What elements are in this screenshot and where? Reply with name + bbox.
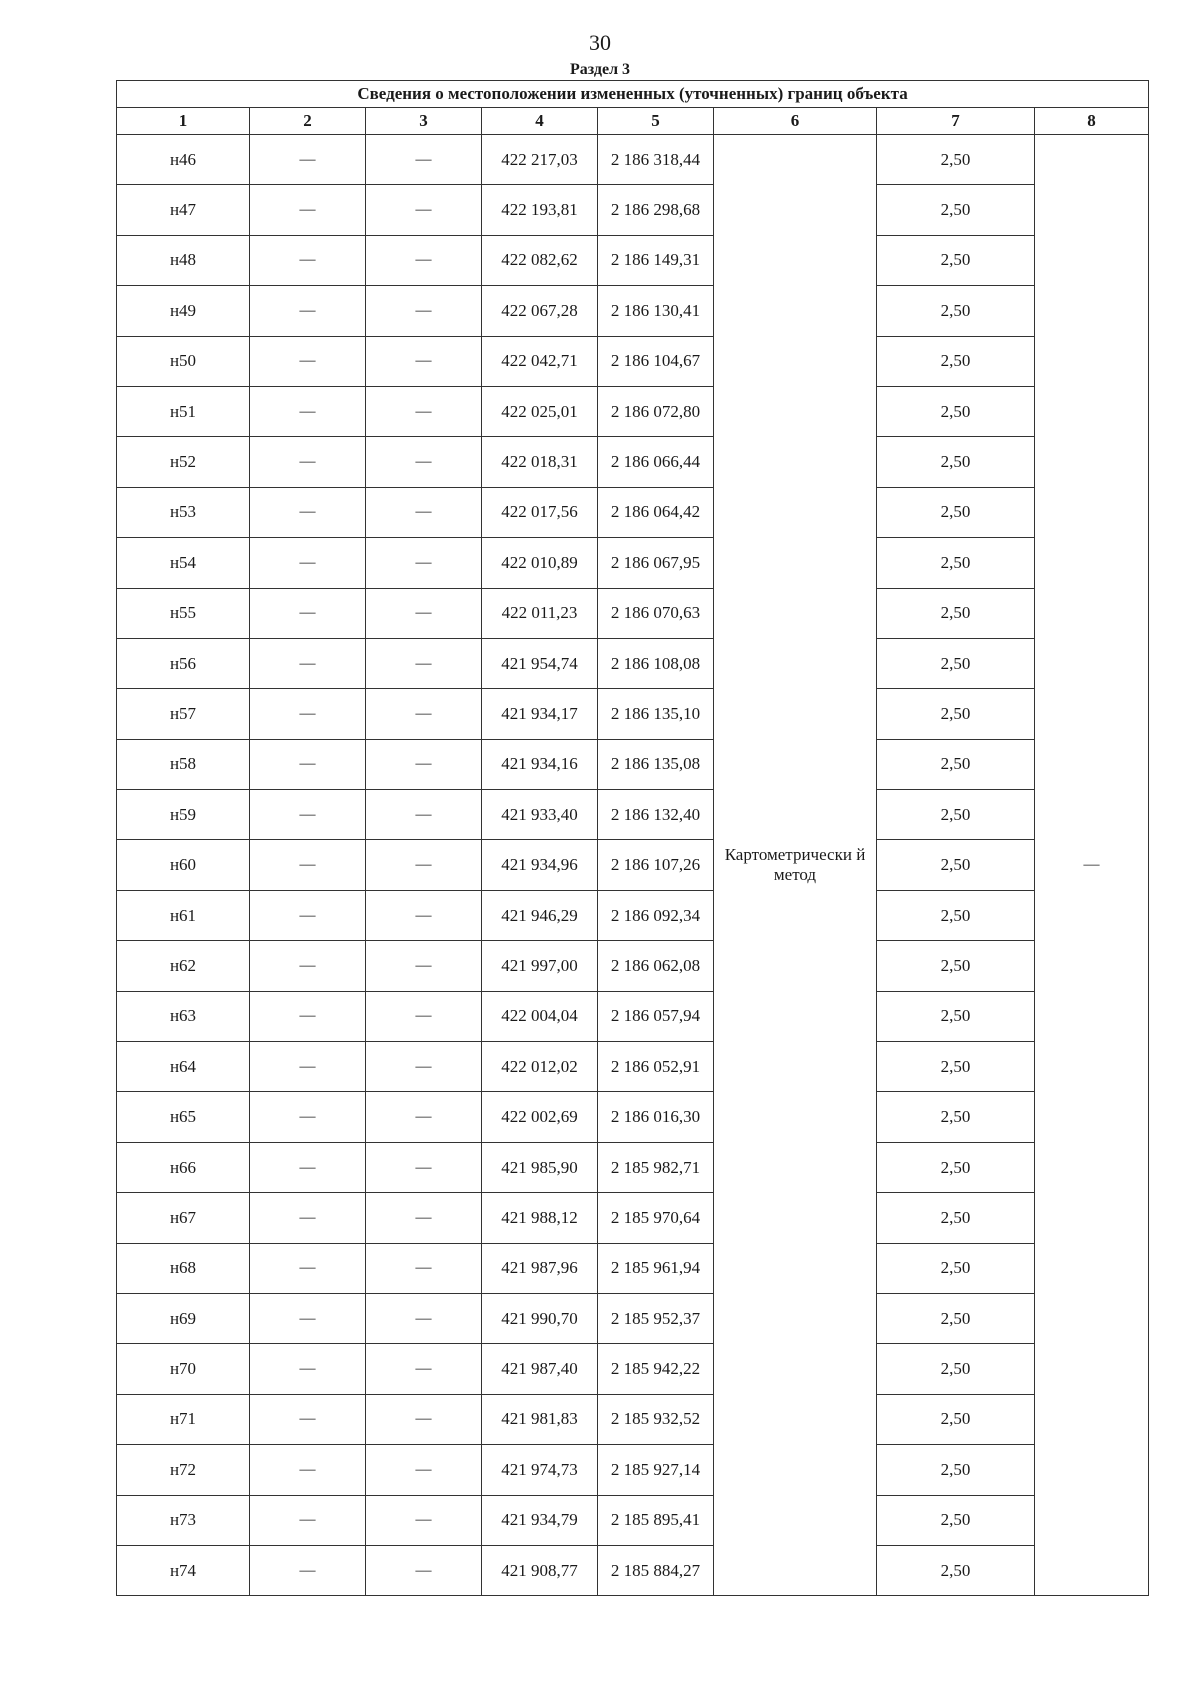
point-name-cell: н65 bbox=[117, 1092, 250, 1142]
table-row bbox=[117, 739, 1149, 789]
precision-cell: 2,50 bbox=[877, 487, 1035, 537]
point-name-cell: н54 bbox=[117, 538, 250, 588]
x-coordinate-cell: 422 011,23 bbox=[482, 588, 598, 638]
point-name-cell: н56 bbox=[117, 638, 250, 688]
precision-cell: 2,50 bbox=[877, 1193, 1035, 1243]
y-coordinate-cell: 2 186 092,34 bbox=[598, 890, 714, 940]
col3-cell: — bbox=[366, 941, 482, 991]
table-row bbox=[117, 840, 1149, 890]
col3-cell: — bbox=[366, 538, 482, 588]
col3-cell: — bbox=[366, 1042, 482, 1092]
x-coordinate-cell: 422 067,28 bbox=[482, 286, 598, 336]
col3-cell: — bbox=[366, 235, 482, 285]
precision-cell: 2,50 bbox=[877, 941, 1035, 991]
point-name-cell: н74 bbox=[117, 1545, 250, 1595]
y-coordinate-cell: 2 185 895,41 bbox=[598, 1495, 714, 1545]
x-coordinate-cell: 422 004,04 bbox=[482, 991, 598, 1041]
y-coordinate-cell: 2 186 070,63 bbox=[598, 588, 714, 638]
section-title: Раздел 3 bbox=[569, 61, 631, 78]
precision-cell: 2,50 bbox=[877, 1545, 1035, 1595]
col2-cell: — bbox=[250, 1495, 366, 1545]
col2-cell: — bbox=[250, 991, 366, 1041]
y-coordinate-cell: 2 186 130,41 bbox=[598, 286, 714, 336]
x-coordinate-cell: 421 934,16 bbox=[482, 739, 598, 789]
x-coordinate-cell: 421 981,83 bbox=[482, 1394, 598, 1444]
precision-cell: 2,50 bbox=[877, 991, 1035, 1041]
y-coordinate-cell: 2 185 927,14 bbox=[598, 1445, 714, 1495]
point-name-cell: н71 bbox=[117, 1394, 250, 1444]
table-row bbox=[117, 185, 1149, 235]
precision-cell: 2,50 bbox=[877, 336, 1035, 386]
col3-cell: — bbox=[366, 638, 482, 688]
precision-cell: 2,50 bbox=[877, 790, 1035, 840]
col2-cell: — bbox=[250, 286, 366, 336]
col8-cell: — bbox=[1035, 135, 1149, 1596]
col2-cell: — bbox=[250, 185, 366, 235]
table-row bbox=[117, 336, 1149, 386]
x-coordinate-cell: 422 012,02 bbox=[482, 1042, 598, 1092]
x-coordinate-cell: 422 042,71 bbox=[482, 336, 598, 386]
precision-cell: 2,50 bbox=[877, 437, 1035, 487]
y-coordinate-cell: 2 186 066,44 bbox=[598, 437, 714, 487]
table-caption: Сведения о местоположении измененных (уточненных) границ объекта bbox=[117, 81, 1149, 108]
x-coordinate-cell: 421 933,40 bbox=[482, 790, 598, 840]
precision-cell: 2,50 bbox=[877, 286, 1035, 336]
col2-cell: — bbox=[250, 1142, 366, 1192]
point-name-cell: н51 bbox=[117, 386, 250, 436]
table-row bbox=[117, 1193, 1149, 1243]
point-name-cell: н46 bbox=[117, 135, 250, 185]
table-row bbox=[117, 487, 1149, 537]
y-coordinate-cell: 2 186 107,26 bbox=[598, 840, 714, 890]
column-number: 7 bbox=[877, 108, 1035, 135]
point-name-cell: н66 bbox=[117, 1142, 250, 1192]
col3-cell: — bbox=[366, 1092, 482, 1142]
col2-cell: — bbox=[250, 1545, 366, 1595]
y-coordinate-cell: 2 186 132,40 bbox=[598, 790, 714, 840]
precision-cell: 2,50 bbox=[877, 135, 1035, 185]
x-coordinate-cell: 421 946,29 bbox=[482, 890, 598, 940]
col3-cell: — bbox=[366, 840, 482, 890]
col2-cell: — bbox=[250, 790, 366, 840]
column-number: 8 bbox=[1035, 108, 1149, 135]
col2-cell: — bbox=[250, 840, 366, 890]
column-number: 6 bbox=[714, 108, 877, 135]
x-coordinate-cell: 421 997,00 bbox=[482, 941, 598, 991]
x-coordinate-cell: 422 025,01 bbox=[482, 386, 598, 436]
y-coordinate-cell: 2 185 970,64 bbox=[598, 1193, 714, 1243]
table-row bbox=[117, 890, 1149, 940]
y-coordinate-cell: 2 186 135,08 bbox=[598, 739, 714, 789]
col3-cell: — bbox=[366, 1142, 482, 1192]
table-row bbox=[117, 1394, 1149, 1444]
point-name-cell: н72 bbox=[117, 1445, 250, 1495]
point-name-cell: н62 bbox=[117, 941, 250, 991]
point-name-cell: н58 bbox=[117, 739, 250, 789]
table-row bbox=[117, 235, 1149, 285]
precision-cell: 2,50 bbox=[877, 386, 1035, 436]
y-coordinate-cell: 2 185 884,27 bbox=[598, 1545, 714, 1595]
y-coordinate-cell: 2 186 318,44 bbox=[598, 135, 714, 185]
col3-cell: — bbox=[366, 689, 482, 739]
table-row bbox=[117, 1092, 1149, 1142]
precision-cell: 2,50 bbox=[877, 840, 1035, 890]
col3-cell: — bbox=[366, 1293, 482, 1343]
point-name-cell: н52 bbox=[117, 437, 250, 487]
y-coordinate-cell: 2 185 952,37 bbox=[598, 1293, 714, 1343]
x-coordinate-cell: 421 988,12 bbox=[482, 1193, 598, 1243]
point-name-cell: н67 bbox=[117, 1193, 250, 1243]
x-coordinate-cell: 421 934,79 bbox=[482, 1495, 598, 1545]
x-coordinate-cell: 422 017,56 bbox=[482, 487, 598, 537]
y-coordinate-cell: 2 186 135,10 bbox=[598, 689, 714, 739]
col2-cell: — bbox=[250, 1092, 366, 1142]
col2-cell: — bbox=[250, 437, 366, 487]
precision-cell: 2,50 bbox=[877, 1092, 1035, 1142]
column-number: 5 bbox=[598, 108, 714, 135]
precision-cell: 2,50 bbox=[877, 689, 1035, 739]
col3-cell: — bbox=[366, 487, 482, 537]
table-row bbox=[117, 135, 1149, 185]
y-coordinate-cell: 2 186 104,67 bbox=[598, 336, 714, 386]
point-name-cell: н68 bbox=[117, 1243, 250, 1293]
point-name-cell: н53 bbox=[117, 487, 250, 537]
table-row bbox=[117, 1445, 1149, 1495]
y-coordinate-cell: 2 186 052,91 bbox=[598, 1042, 714, 1092]
y-coordinate-cell: 2 185 961,94 bbox=[598, 1243, 714, 1293]
point-name-cell: н48 bbox=[117, 235, 250, 285]
page-number: 30 bbox=[589, 30, 611, 55]
precision-cell: 2,50 bbox=[877, 538, 1035, 588]
point-name-cell: н64 bbox=[117, 1042, 250, 1092]
y-coordinate-cell: 2 186 064,42 bbox=[598, 487, 714, 537]
column-number-row bbox=[117, 108, 1149, 135]
point-name-cell: н60 bbox=[117, 840, 250, 890]
y-coordinate-cell: 2 186 057,94 bbox=[598, 991, 714, 1041]
y-coordinate-cell: 2 185 932,52 bbox=[598, 1394, 714, 1444]
col2-cell: — bbox=[250, 1344, 366, 1394]
precision-cell: 2,50 bbox=[877, 185, 1035, 235]
col2-cell: — bbox=[250, 689, 366, 739]
col3-cell: — bbox=[366, 386, 482, 436]
col2-cell: — bbox=[250, 386, 366, 436]
point-name-cell: н59 bbox=[117, 790, 250, 840]
table-row bbox=[117, 538, 1149, 588]
table-row bbox=[117, 1042, 1149, 1092]
y-coordinate-cell: 2 186 298,68 bbox=[598, 185, 714, 235]
x-coordinate-cell: 422 018,31 bbox=[482, 437, 598, 487]
x-coordinate-cell: 422 193,81 bbox=[482, 185, 598, 235]
precision-cell: 2,50 bbox=[877, 1394, 1035, 1444]
precision-cell: 2,50 bbox=[877, 1042, 1035, 1092]
col3-cell: — bbox=[366, 890, 482, 940]
point-name-cell: н61 bbox=[117, 890, 250, 940]
col2-cell: — bbox=[250, 1293, 366, 1343]
col2-cell: — bbox=[250, 1243, 366, 1293]
column-number: 3 bbox=[366, 108, 482, 135]
col3-cell: — bbox=[366, 739, 482, 789]
y-coordinate-cell: 2 186 016,30 bbox=[598, 1092, 714, 1142]
col2-cell: — bbox=[250, 487, 366, 537]
x-coordinate-cell: 422 010,89 bbox=[482, 538, 598, 588]
col3-cell: — bbox=[366, 1495, 482, 1545]
table-row bbox=[117, 991, 1149, 1041]
col3-cell: — bbox=[366, 1445, 482, 1495]
col3-cell: — bbox=[366, 588, 482, 638]
x-coordinate-cell: 421 954,74 bbox=[482, 638, 598, 688]
col2-cell: — bbox=[250, 1193, 366, 1243]
boundary-coordinates-table bbox=[116, 80, 1149, 1596]
col2-cell: — bbox=[250, 588, 366, 638]
table-row bbox=[117, 1142, 1149, 1192]
x-coordinate-cell: 421 934,96 bbox=[482, 840, 598, 890]
y-coordinate-cell: 2 186 108,08 bbox=[598, 638, 714, 688]
precision-cell: 2,50 bbox=[877, 1344, 1035, 1394]
col2-cell: — bbox=[250, 336, 366, 386]
table-row bbox=[117, 286, 1149, 336]
table-row bbox=[117, 1243, 1149, 1293]
point-name-cell: н73 bbox=[117, 1495, 250, 1545]
table-row bbox=[117, 638, 1149, 688]
y-coordinate-cell: 2 186 062,08 bbox=[598, 941, 714, 991]
point-name-cell: н49 bbox=[117, 286, 250, 336]
precision-cell: 2,50 bbox=[877, 588, 1035, 638]
table-row bbox=[117, 1344, 1149, 1394]
col3-cell: — bbox=[366, 286, 482, 336]
col2-cell: — bbox=[250, 135, 366, 185]
col3-cell: — bbox=[366, 1394, 482, 1444]
table-row bbox=[117, 1293, 1149, 1343]
point-name-cell: н57 bbox=[117, 689, 250, 739]
column-number: 1 bbox=[117, 108, 250, 135]
x-coordinate-cell: 422 217,03 bbox=[482, 135, 598, 185]
table-row bbox=[117, 588, 1149, 638]
precision-cell: 2,50 bbox=[877, 890, 1035, 940]
col2-cell: — bbox=[250, 1445, 366, 1495]
x-coordinate-cell: 421 990,70 bbox=[482, 1293, 598, 1343]
col2-cell: — bbox=[250, 1042, 366, 1092]
point-name-cell: н70 bbox=[117, 1344, 250, 1394]
precision-cell: 2,50 bbox=[877, 1243, 1035, 1293]
col2-cell: — bbox=[250, 538, 366, 588]
column-number: 2 bbox=[250, 108, 366, 135]
point-name-cell: н50 bbox=[117, 336, 250, 386]
precision-cell: 2,50 bbox=[877, 739, 1035, 789]
col2-cell: — bbox=[250, 739, 366, 789]
precision-cell: 2,50 bbox=[877, 235, 1035, 285]
x-coordinate-cell: 421 987,40 bbox=[482, 1344, 598, 1394]
table-caption-row bbox=[117, 81, 1149, 108]
x-coordinate-cell: 421 974,73 bbox=[482, 1445, 598, 1495]
col2-cell: — bbox=[250, 890, 366, 940]
x-coordinate-cell: 422 082,62 bbox=[482, 235, 598, 285]
table-row bbox=[117, 386, 1149, 436]
column-number: 4 bbox=[482, 108, 598, 135]
col3-cell: — bbox=[366, 991, 482, 1041]
point-name-cell: н69 bbox=[117, 1293, 250, 1343]
point-name-cell: н55 bbox=[117, 588, 250, 638]
table-row bbox=[117, 1495, 1149, 1545]
col3-cell: — bbox=[366, 1243, 482, 1293]
table-row bbox=[117, 790, 1149, 840]
method-cell: Картометрически й метод bbox=[714, 135, 877, 1596]
col2-cell: — bbox=[250, 638, 366, 688]
col3-cell: — bbox=[366, 790, 482, 840]
table-row bbox=[117, 437, 1149, 487]
col2-cell: — bbox=[250, 235, 366, 285]
x-coordinate-cell: 421 934,17 bbox=[482, 689, 598, 739]
y-coordinate-cell: 2 186 149,31 bbox=[598, 235, 714, 285]
precision-cell: 2,50 bbox=[877, 638, 1035, 688]
col3-cell: — bbox=[366, 185, 482, 235]
x-coordinate-cell: 421 987,96 bbox=[482, 1243, 598, 1293]
x-coordinate-cell: 421 908,77 bbox=[482, 1545, 598, 1595]
precision-cell: 2,50 bbox=[877, 1142, 1035, 1192]
col3-cell: — bbox=[366, 336, 482, 386]
point-name-cell: н47 bbox=[117, 185, 250, 235]
table-row bbox=[117, 1545, 1149, 1595]
col3-cell: — bbox=[366, 1545, 482, 1595]
y-coordinate-cell: 2 186 067,95 bbox=[598, 538, 714, 588]
precision-cell: 2,50 bbox=[877, 1495, 1035, 1545]
precision-cell: 2,50 bbox=[877, 1445, 1035, 1495]
y-coordinate-cell: 2 186 072,80 bbox=[598, 386, 714, 436]
table-row bbox=[117, 941, 1149, 991]
col3-cell: — bbox=[366, 135, 482, 185]
x-coordinate-cell: 422 002,69 bbox=[482, 1092, 598, 1142]
col3-cell: — bbox=[366, 1344, 482, 1394]
precision-cell: 2,50 bbox=[877, 1293, 1035, 1343]
x-coordinate-cell: 421 985,90 bbox=[482, 1142, 598, 1192]
col3-cell: — bbox=[366, 1193, 482, 1243]
table-body bbox=[117, 135, 1149, 1596]
y-coordinate-cell: 2 185 982,71 bbox=[598, 1142, 714, 1192]
y-coordinate-cell: 2 185 942,22 bbox=[598, 1344, 714, 1394]
table-row bbox=[117, 689, 1149, 739]
col3-cell: — bbox=[366, 437, 482, 487]
point-name-cell: н63 bbox=[117, 991, 250, 1041]
col2-cell: — bbox=[250, 1394, 366, 1444]
col2-cell: — bbox=[250, 941, 366, 991]
